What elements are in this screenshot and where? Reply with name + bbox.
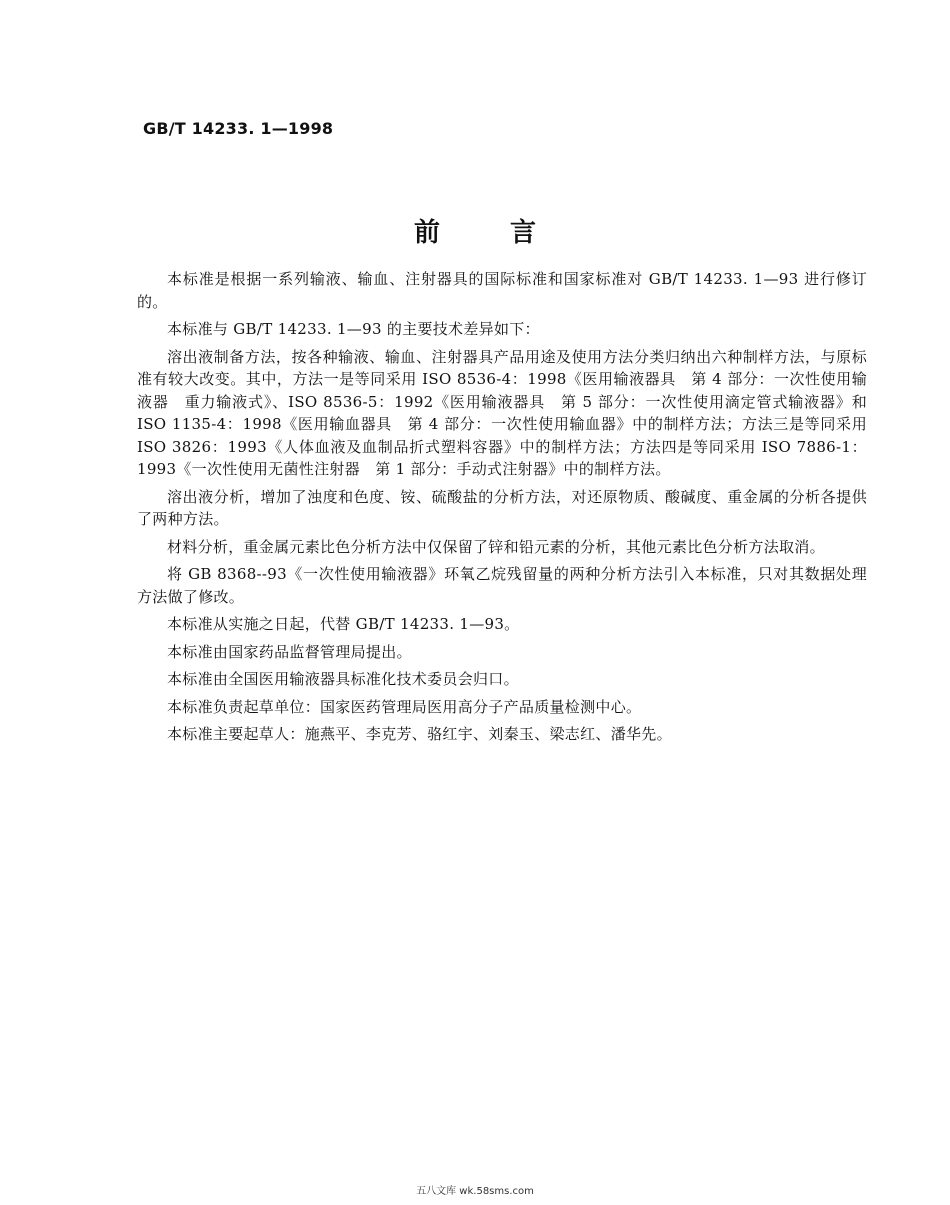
paragraph-drafters: 本标准主要起草人：施燕平、李克芳、骆红宇、刘秦玉、梁志红、潘华先。 <box>167 725 672 743</box>
footer-watermark: 五八文库 wk.58sms.com <box>416 1186 534 1197</box>
paragraph-extract-preparation: 溶出液制备方法，按各种输液、输血、注射器具产品用途及使用方法分类归纳出六种制样方法，与原标准有较大改变。其中，方法一是等同采用 ISO 8536-4：1998《医用输液器具 第 4 部分：一次性使用输液器 重力输液式》、ISO 8536-5：1992《医用输液器具 第 5 部分：一次性使用滴定管式输液器》和 ISO 1135-4：1998《医用输血器具 第 4 部分：一次性使用输血器》中的制样方法；方法三是等同采用 ISO 3826：1993《人体血液及血制品折式塑料容器》中的制样方法；方法四是等同采用 ISO 7886-1：1993《一次性使用无菌性注射器 第 1 部分：手动式注射器》中的制样方法。 <box>137 347 867 478</box>
paragraph-proposed-by: 本标准由国家药品监督管理局提出。 <box>167 642 412 661</box>
paragraph-ethylene-oxide: 将 GB 8368--93《一次性使用输液器》环氧乙烷残留量的两种分析方法引入本标准，只对其数据处理方法做了修改。 <box>137 565 867 606</box>
paragraph-differences-intro: 本标准与 GB/T 14233. 1—93 的主要技术差异如下： <box>167 320 540 338</box>
standard-number: GB/T 14233. 1—1998 <box>143 119 334 138</box>
paragraph-extract-analysis: 溶出液分析，增加了浊度和色度、铵、硫酸盐的分析方法，对还原物质、酸碱度、重金属的分析各提供了两种方法。 <box>137 487 867 528</box>
paragraph-centralized-by: 本标准由全国医用输液器具标准化技术委员会归口。 <box>167 670 519 688</box>
paragraph-revision-basis: 本标准是根据一系列输液、输血、注射器具的国际标准和国家标准对 GB/T 14233. 1—93 进行修订的。 <box>137 270 867 311</box>
paragraph-drafting-unit: 本标准负责起草单位：国家医药管理局医用高分子产品质量检测中心。 <box>167 697 642 716</box>
page-title: 前言 <box>413 218 606 248</box>
paragraph-replaces: 本标准从实施之日起，代替 GB/T 14233. 1—93。 <box>167 615 520 633</box>
paragraph-material-analysis: 材料分析，重金属元素比色分析方法中仅保留了锌和铅元素的分析，其他元素比色分析方法取消。 <box>167 537 825 556</box>
document-body <box>137 268 867 746</box>
